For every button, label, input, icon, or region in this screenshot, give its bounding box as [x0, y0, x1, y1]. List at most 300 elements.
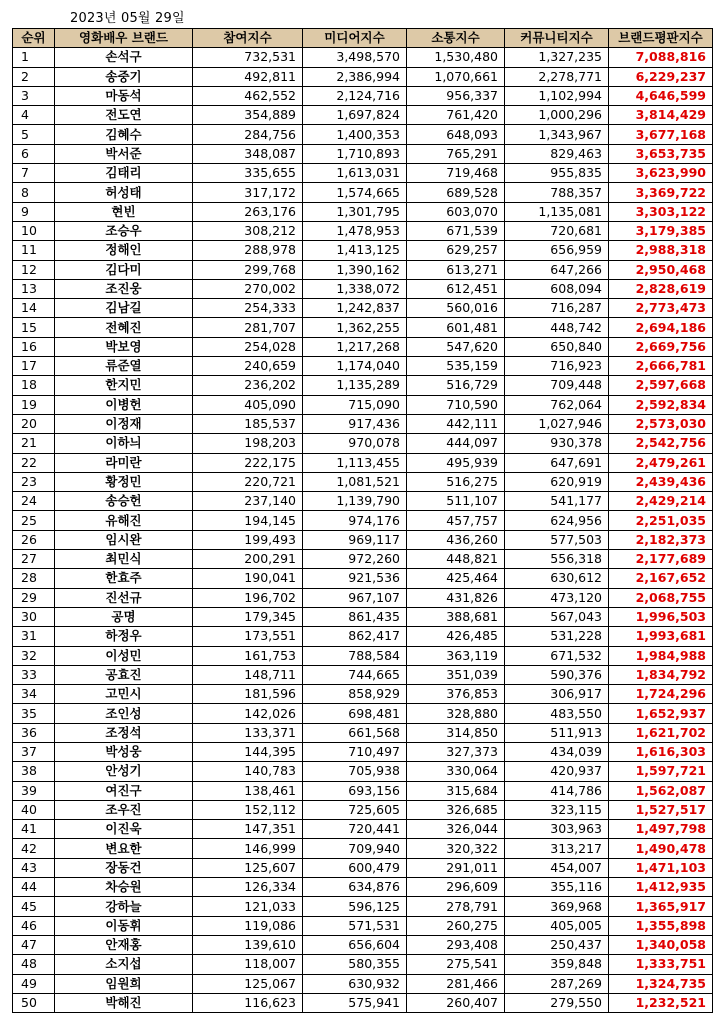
cell-media-index: 693,156	[303, 781, 407, 800]
table-row	[13, 704, 713, 723]
cell-communication-index: 260,275	[407, 916, 505, 935]
cell-media-index: 970,078	[303, 434, 407, 453]
cell-participation-index: 240,659	[193, 357, 303, 376]
cell-participation-index: 181,596	[193, 685, 303, 704]
cell-community-index: 762,064	[505, 395, 609, 414]
cell-communication-index: 431,826	[407, 588, 505, 607]
cell-rank: 23	[13, 472, 55, 491]
cell-brand-reputation-index: 1,497,798	[609, 820, 713, 839]
cell-participation-index: 118,007	[193, 955, 303, 974]
cell-participation-index: 270,002	[193, 279, 303, 298]
cell-media-index: 725,605	[303, 800, 407, 819]
cell-participation-index: 354,889	[193, 106, 303, 125]
cell-brand-reputation-index: 1,340,058	[609, 935, 713, 954]
table-row	[13, 627, 713, 646]
cell-communication-index: 765,291	[407, 144, 505, 163]
cell-rank: 14	[13, 299, 55, 318]
cell-brand-reputation-index: 2,597,668	[609, 376, 713, 395]
cell-rank: 22	[13, 453, 55, 472]
table-row	[13, 106, 713, 125]
cell-community-index: 671,532	[505, 646, 609, 665]
cell-participation-index: 173,551	[193, 627, 303, 646]
cell-rank: 8	[13, 183, 55, 202]
cell-actor-name: 장동건	[55, 858, 193, 877]
cell-participation-index: 152,112	[193, 800, 303, 819]
cell-brand-reputation-index: 2,177,689	[609, 550, 713, 569]
cell-actor-name: 안성기	[55, 762, 193, 781]
cell-rank: 11	[13, 241, 55, 260]
cell-brand-reputation-index: 3,303,122	[609, 202, 713, 221]
cell-communication-index: 511,107	[407, 492, 505, 511]
cell-community-index: 483,550	[505, 704, 609, 723]
cell-rank: 26	[13, 530, 55, 549]
cell-brand-reputation-index: 6,229,237	[609, 67, 713, 86]
table-row	[13, 67, 713, 86]
cell-brand-reputation-index: 2,068,755	[609, 588, 713, 607]
cell-rank: 1	[13, 48, 55, 67]
cell-participation-index: 317,172	[193, 183, 303, 202]
cell-communication-index: 710,590	[407, 395, 505, 414]
table-row	[13, 550, 713, 569]
table-row	[13, 434, 713, 453]
cell-community-index: 531,228	[505, 627, 609, 646]
cell-communication-index: 315,684	[407, 781, 505, 800]
cell-participation-index: 125,067	[193, 974, 303, 993]
header-brand-reputation-index: 브랜드평판지수	[609, 29, 713, 48]
table-row	[13, 742, 713, 761]
header-community-index: 커뮤니티지수	[505, 29, 609, 48]
cell-participation-index: 179,345	[193, 607, 303, 626]
cell-participation-index: 284,756	[193, 125, 303, 144]
cell-actor-name: 마동석	[55, 86, 193, 105]
cell-community-index: 473,120	[505, 588, 609, 607]
cell-participation-index: 133,371	[193, 723, 303, 742]
cell-communication-index: 281,466	[407, 974, 505, 993]
cell-brand-reputation-index: 1,324,735	[609, 974, 713, 993]
cell-media-index: 1,478,953	[303, 221, 407, 240]
cell-community-index: 303,963	[505, 820, 609, 839]
cell-rank: 6	[13, 144, 55, 163]
table-row	[13, 569, 713, 588]
table-row	[13, 530, 713, 549]
cell-community-index: 788,357	[505, 183, 609, 202]
table-row	[13, 878, 713, 897]
cell-rank: 38	[13, 762, 55, 781]
cell-participation-index: 161,753	[193, 646, 303, 665]
cell-brand-reputation-index: 1,527,517	[609, 800, 713, 819]
cell-participation-index: 308,212	[193, 221, 303, 240]
cell-participation-index: 199,493	[193, 530, 303, 549]
cell-rank: 18	[13, 376, 55, 395]
cell-community-index: 1,027,946	[505, 414, 609, 433]
cell-participation-index: 236,202	[193, 376, 303, 395]
table-row	[13, 279, 713, 298]
cell-communication-index: 330,064	[407, 762, 505, 781]
cell-communication-index: 956,337	[407, 86, 505, 105]
cell-actor-name: 소지섭	[55, 955, 193, 974]
cell-actor-name: 유해진	[55, 511, 193, 530]
cell-media-index: 698,481	[303, 704, 407, 723]
cell-rank: 35	[13, 704, 55, 723]
cell-brand-reputation-index: 2,479,261	[609, 453, 713, 472]
header-rank: 순위	[13, 29, 55, 48]
cell-rank: 42	[13, 839, 55, 858]
cell-actor-name: 한효주	[55, 569, 193, 588]
table-row	[13, 511, 713, 530]
cell-participation-index: 126,334	[193, 878, 303, 897]
cell-actor-name: 류준열	[55, 357, 193, 376]
cell-media-index: 661,568	[303, 723, 407, 742]
cell-media-index: 861,435	[303, 607, 407, 626]
cell-actor-name: 공명	[55, 607, 193, 626]
cell-media-index: 571,531	[303, 916, 407, 935]
cell-actor-name: 손석구	[55, 48, 193, 67]
cell-brand-reputation-index: 2,573,030	[609, 414, 713, 433]
cell-media-index: 788,584	[303, 646, 407, 665]
cell-participation-index: 190,041	[193, 569, 303, 588]
cell-media-index: 974,176	[303, 511, 407, 530]
cell-actor-name: 강하늘	[55, 897, 193, 916]
cell-rank: 44	[13, 878, 55, 897]
cell-media-index: 3,498,570	[303, 48, 407, 67]
cell-participation-index: 194,145	[193, 511, 303, 530]
cell-rank: 20	[13, 414, 55, 433]
cell-community-index: 930,378	[505, 434, 609, 453]
cell-communication-index: 260,407	[407, 993, 505, 1012]
cell-brand-reputation-index: 2,666,781	[609, 357, 713, 376]
cell-actor-name: 임원희	[55, 974, 193, 993]
cell-actor-name: 한지민	[55, 376, 193, 395]
cell-brand-reputation-index: 3,369,722	[609, 183, 713, 202]
cell-community-index: 313,217	[505, 839, 609, 858]
cell-media-index: 1,081,521	[303, 472, 407, 491]
cell-community-index: 306,917	[505, 685, 609, 704]
cell-actor-name: 진선규	[55, 588, 193, 607]
cell-media-index: 1,413,125	[303, 241, 407, 260]
cell-media-index: 1,710,893	[303, 144, 407, 163]
cell-communication-index: 328,880	[407, 704, 505, 723]
cell-brand-reputation-index: 1,597,721	[609, 762, 713, 781]
table-row	[13, 646, 713, 665]
cell-rank: 12	[13, 260, 55, 279]
cell-media-index: 1,135,289	[303, 376, 407, 395]
cell-rank: 9	[13, 202, 55, 221]
table-row	[13, 492, 713, 511]
table-row	[13, 897, 713, 916]
cell-participation-index: 405,090	[193, 395, 303, 414]
cell-media-index: 1,574,665	[303, 183, 407, 202]
cell-community-index: 355,116	[505, 878, 609, 897]
cell-media-index: 862,417	[303, 627, 407, 646]
cell-media-index: 1,242,837	[303, 299, 407, 318]
cell-rank: 4	[13, 106, 55, 125]
table-row	[13, 916, 713, 935]
table-row	[13, 974, 713, 993]
cell-participation-index: 237,140	[193, 492, 303, 511]
cell-communication-index: 495,939	[407, 453, 505, 472]
cell-community-index: 716,287	[505, 299, 609, 318]
cell-actor-name: 이진욱	[55, 820, 193, 839]
cell-brand-reputation-index: 2,828,619	[609, 279, 713, 298]
cell-participation-index: 492,811	[193, 67, 303, 86]
cell-communication-index: 516,275	[407, 472, 505, 491]
cell-actor-name: 이하늬	[55, 434, 193, 453]
cell-participation-index: 139,610	[193, 935, 303, 954]
cell-participation-index: 125,607	[193, 858, 303, 877]
cell-rank: 15	[13, 318, 55, 337]
cell-community-index: 567,043	[505, 607, 609, 626]
cell-community-index: 709,448	[505, 376, 609, 395]
table-row	[13, 221, 713, 240]
cell-participation-index: 200,291	[193, 550, 303, 569]
cell-actor-name: 김태리	[55, 164, 193, 183]
cell-media-index: 967,107	[303, 588, 407, 607]
cell-community-index: 608,094	[505, 279, 609, 298]
cell-community-index: 1,135,081	[505, 202, 609, 221]
cell-participation-index: 462,552	[193, 86, 303, 105]
cell-rank: 25	[13, 511, 55, 530]
cell-participation-index: 254,333	[193, 299, 303, 318]
cell-participation-index: 148,711	[193, 665, 303, 684]
cell-participation-index: 288,978	[193, 241, 303, 260]
cell-community-index: 1,343,967	[505, 125, 609, 144]
cell-brand-reputation-index: 3,179,385	[609, 221, 713, 240]
cell-media-index: 969,117	[303, 530, 407, 549]
cell-brand-reputation-index: 1,616,303	[609, 742, 713, 761]
header-communication-index: 소통지수	[407, 29, 505, 48]
cell-communication-index: 648,093	[407, 125, 505, 144]
table-row	[13, 299, 713, 318]
cell-rank: 30	[13, 607, 55, 626]
cell-rank: 10	[13, 221, 55, 240]
cell-brand-reputation-index: 1,355,898	[609, 916, 713, 935]
cell-communication-index: 314,850	[407, 723, 505, 742]
cell-participation-index: 263,176	[193, 202, 303, 221]
cell-communication-index: 275,541	[407, 955, 505, 974]
cell-media-index: 2,386,994	[303, 67, 407, 86]
table-row	[13, 839, 713, 858]
table-row	[13, 414, 713, 433]
cell-media-index: 705,938	[303, 762, 407, 781]
cell-communication-index: 326,685	[407, 800, 505, 819]
table-row	[13, 357, 713, 376]
cell-actor-name: 송중기	[55, 67, 193, 86]
cell-communication-index: 1,070,661	[407, 67, 505, 86]
cell-actor-name: 현빈	[55, 202, 193, 221]
cell-communication-index: 436,260	[407, 530, 505, 549]
table-row	[13, 144, 713, 163]
cell-communication-index: 442,111	[407, 414, 505, 433]
cell-actor-name: 전혜진	[55, 318, 193, 337]
cell-participation-index: 254,028	[193, 337, 303, 356]
cell-actor-name: 차승원	[55, 878, 193, 897]
cell-brand-reputation-index: 2,429,214	[609, 492, 713, 511]
cell-rank: 41	[13, 820, 55, 839]
cell-participation-index: 222,175	[193, 453, 303, 472]
cell-communication-index: 426,485	[407, 627, 505, 646]
cell-communication-index: 613,271	[407, 260, 505, 279]
cell-media-index: 1,613,031	[303, 164, 407, 183]
cell-rank: 49	[13, 974, 55, 993]
cell-brand-reputation-index: 2,694,186	[609, 318, 713, 337]
cell-brand-reputation-index: 1,996,503	[609, 607, 713, 626]
cell-rank: 43	[13, 858, 55, 877]
cell-community-index: 2,278,771	[505, 67, 609, 86]
cell-brand-reputation-index: 1,490,478	[609, 839, 713, 858]
cell-community-index: 454,007	[505, 858, 609, 877]
cell-brand-reputation-index: 1,993,681	[609, 627, 713, 646]
cell-participation-index: 196,702	[193, 588, 303, 607]
cell-actor-name: 여진구	[55, 781, 193, 800]
cell-communication-index: 612,451	[407, 279, 505, 298]
cell-brand-reputation-index: 2,950,468	[609, 260, 713, 279]
cell-brand-reputation-index: 2,182,373	[609, 530, 713, 549]
cell-community-index: 720,681	[505, 221, 609, 240]
cell-rank: 34	[13, 685, 55, 704]
cell-brand-reputation-index: 1,412,935	[609, 878, 713, 897]
cell-community-index: 369,968	[505, 897, 609, 916]
cell-actor-name: 김혜수	[55, 125, 193, 144]
cell-actor-name: 공효진	[55, 665, 193, 684]
cell-media-index: 1,362,255	[303, 318, 407, 337]
cell-brand-reputation-index: 1,652,937	[609, 704, 713, 723]
cell-participation-index: 198,203	[193, 434, 303, 453]
cell-rank: 39	[13, 781, 55, 800]
cell-actor-name: 고민시	[55, 685, 193, 704]
cell-communication-index: 629,257	[407, 241, 505, 260]
table-row	[13, 820, 713, 839]
cell-community-index: 1,000,296	[505, 106, 609, 125]
cell-actor-name: 이성민	[55, 646, 193, 665]
cell-rank: 16	[13, 337, 55, 356]
cell-participation-index: 335,655	[193, 164, 303, 183]
table-row	[13, 858, 713, 877]
cell-rank: 40	[13, 800, 55, 819]
report-date: 2023년 05월 29일	[70, 11, 185, 26]
cell-community-index: 590,376	[505, 665, 609, 684]
cell-actor-name: 황정민	[55, 472, 193, 491]
cell-rank: 48	[13, 955, 55, 974]
cell-brand-reputation-index: 1,562,087	[609, 781, 713, 800]
cell-actor-name: 하정우	[55, 627, 193, 646]
table-row	[13, 164, 713, 183]
cell-participation-index: 144,395	[193, 742, 303, 761]
cell-actor-name: 변요한	[55, 839, 193, 858]
cell-communication-index: 376,853	[407, 685, 505, 704]
cell-community-index: 656,959	[505, 241, 609, 260]
table-row	[13, 337, 713, 356]
cell-media-index: 1,174,040	[303, 357, 407, 376]
cell-community-index: 1,102,994	[505, 86, 609, 105]
cell-brand-reputation-index: 1,333,751	[609, 955, 713, 974]
table-row	[13, 241, 713, 260]
cell-participation-index: 138,461	[193, 781, 303, 800]
cell-community-index: 250,437	[505, 935, 609, 954]
cell-participation-index: 299,768	[193, 260, 303, 279]
cell-media-index: 972,260	[303, 550, 407, 569]
cell-participation-index: 732,531	[193, 48, 303, 67]
cell-media-index: 715,090	[303, 395, 407, 414]
cell-community-index: 620,919	[505, 472, 609, 491]
brand-reputation-table	[12, 28, 713, 1013]
cell-communication-index: 761,420	[407, 106, 505, 125]
cell-rank: 50	[13, 993, 55, 1012]
cell-rank: 36	[13, 723, 55, 742]
cell-media-index: 1,113,455	[303, 453, 407, 472]
cell-media-index: 921,536	[303, 569, 407, 588]
cell-actor-name: 안재홍	[55, 935, 193, 954]
cell-brand-reputation-index: 2,167,652	[609, 569, 713, 588]
table-row	[13, 376, 713, 395]
cell-community-index: 630,612	[505, 569, 609, 588]
cell-media-index: 634,876	[303, 878, 407, 897]
cell-community-index: 650,840	[505, 337, 609, 356]
cell-brand-reputation-index: 3,623,990	[609, 164, 713, 183]
table-row	[13, 800, 713, 819]
cell-actor-name: 임시완	[55, 530, 193, 549]
cell-brand-reputation-index: 3,653,735	[609, 144, 713, 163]
table-row	[13, 685, 713, 704]
cell-rank: 47	[13, 935, 55, 954]
cell-communication-index: 601,481	[407, 318, 505, 337]
cell-media-index: 1,139,790	[303, 492, 407, 511]
table-row	[13, 955, 713, 974]
cell-community-index: 448,742	[505, 318, 609, 337]
cell-media-index: 580,355	[303, 955, 407, 974]
cell-community-index: 829,463	[505, 144, 609, 163]
cell-brand-reputation-index: 1,232,521	[609, 993, 713, 1012]
cell-rank: 33	[13, 665, 55, 684]
cell-communication-index: 444,097	[407, 434, 505, 453]
cell-brand-reputation-index: 4,646,599	[609, 86, 713, 105]
cell-communication-index: 296,609	[407, 878, 505, 897]
table-row	[13, 48, 713, 67]
cell-rank: 2	[13, 67, 55, 86]
cell-actor-name: 송승헌	[55, 492, 193, 511]
cell-media-index: 596,125	[303, 897, 407, 916]
cell-community-index: 434,039	[505, 742, 609, 761]
table-row	[13, 395, 713, 414]
cell-communication-index: 719,468	[407, 164, 505, 183]
cell-media-index: 858,929	[303, 685, 407, 704]
cell-brand-reputation-index: 1,984,988	[609, 646, 713, 665]
cell-media-index: 710,497	[303, 742, 407, 761]
cell-community-index: 279,550	[505, 993, 609, 1012]
cell-brand-reputation-index: 2,988,318	[609, 241, 713, 260]
cell-communication-index: 320,322	[407, 839, 505, 858]
cell-participation-index: 116,623	[193, 993, 303, 1012]
cell-participation-index: 121,033	[193, 897, 303, 916]
cell-actor-name: 김남길	[55, 299, 193, 318]
cell-community-index: 405,005	[505, 916, 609, 935]
cell-communication-index: 326,044	[407, 820, 505, 839]
cell-community-index: 511,913	[505, 723, 609, 742]
cell-media-index: 1,338,072	[303, 279, 407, 298]
cell-rank: 37	[13, 742, 55, 761]
cell-community-index: 541,177	[505, 492, 609, 511]
cell-media-index: 744,665	[303, 665, 407, 684]
table-row	[13, 935, 713, 954]
cell-actor-name: 김다미	[55, 260, 193, 279]
cell-communication-index: 535,159	[407, 357, 505, 376]
cell-rank: 19	[13, 395, 55, 414]
table-header-row	[13, 29, 713, 48]
cell-media-index: 1,217,268	[303, 337, 407, 356]
table-row	[13, 202, 713, 221]
cell-communication-index: 278,791	[407, 897, 505, 916]
cell-communication-index: 689,528	[407, 183, 505, 202]
cell-brand-reputation-index: 2,542,756	[609, 434, 713, 453]
